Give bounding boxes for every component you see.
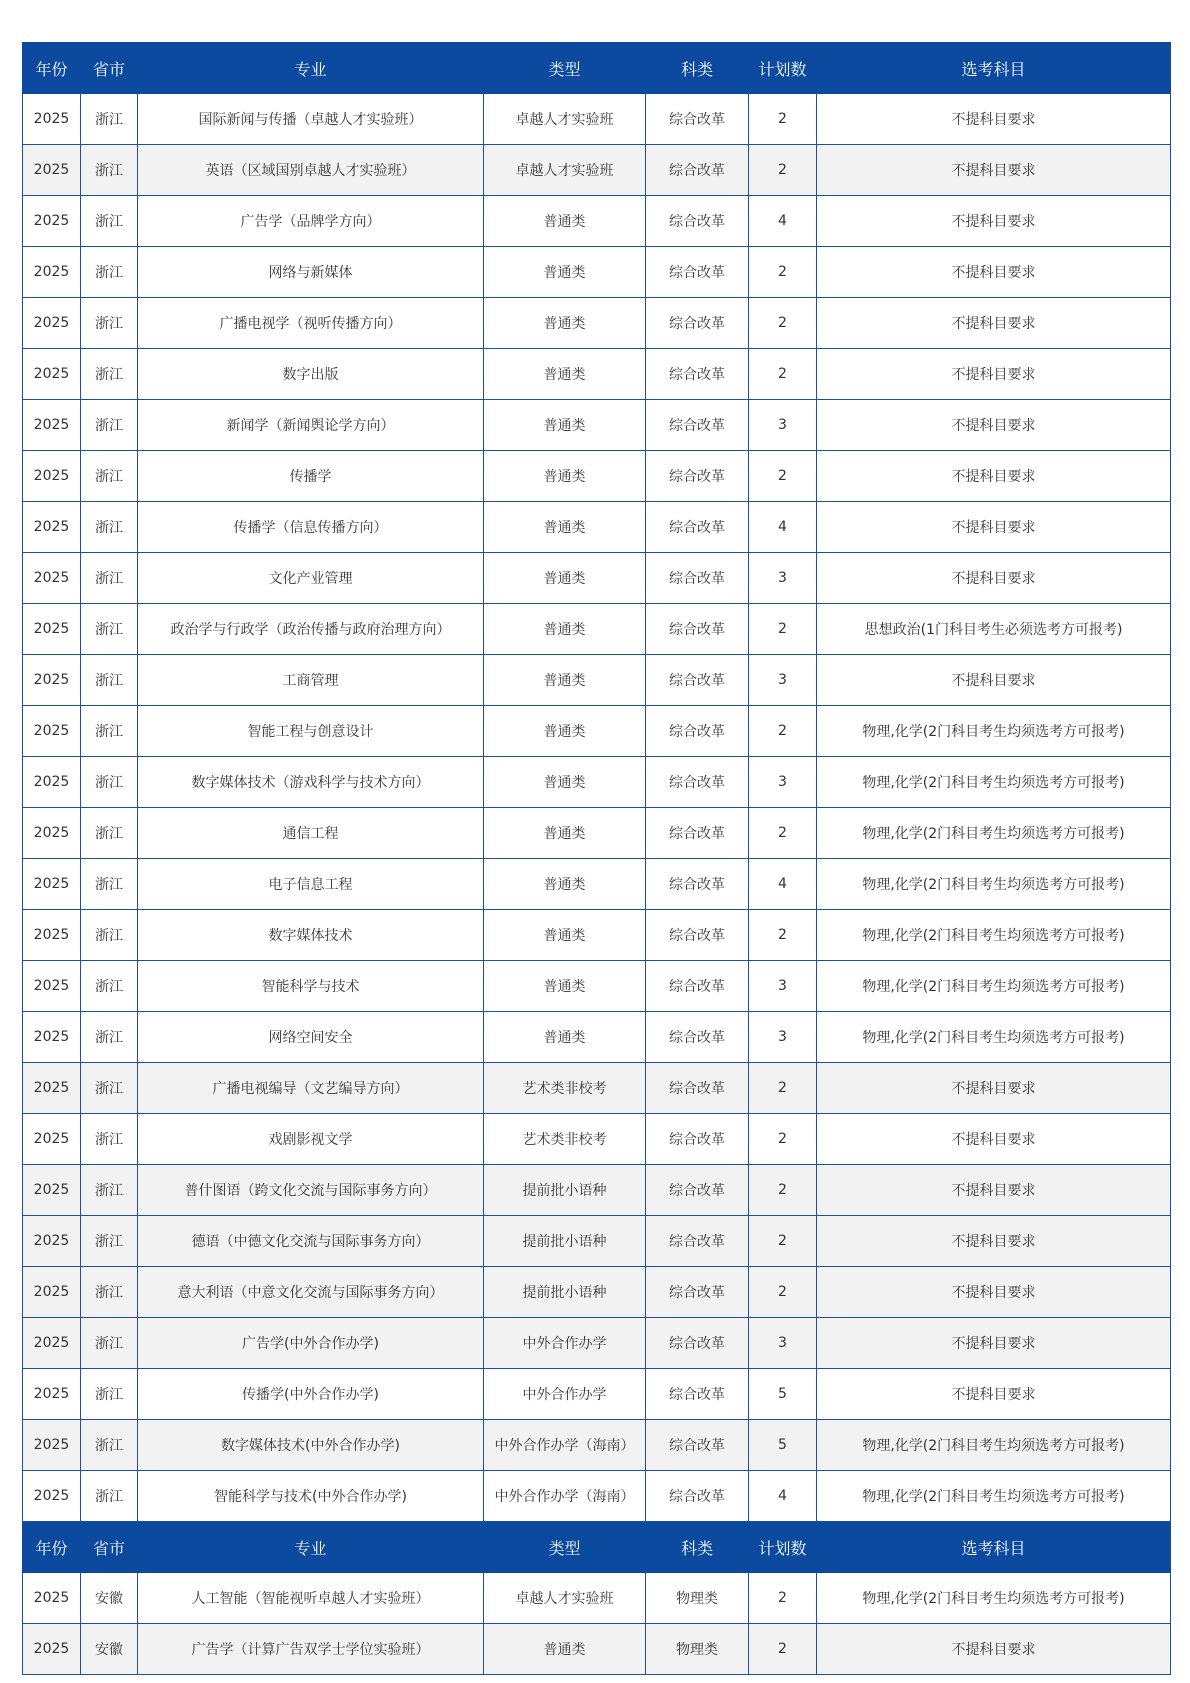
- cell-year: 2025: [23, 196, 81, 247]
- cell-year: 2025: [23, 145, 81, 196]
- cell-category: 综合改革: [646, 1165, 749, 1216]
- column-header-category: 科类: [646, 1522, 749, 1573]
- cell-year: 2025: [23, 451, 81, 502]
- table-row: [23, 1114, 1171, 1165]
- table-row: [23, 961, 1171, 1012]
- cell-type: 普通类: [484, 757, 646, 808]
- cell-subject-requirement: 物理,化学(2门科目考生均须选考方可报考): [817, 859, 1171, 910]
- cell-plan-count: 3: [749, 400, 817, 451]
- cell-year: 2025: [23, 910, 81, 961]
- cell-province: 浙江: [81, 400, 138, 451]
- cell-plan-count: 2: [749, 1573, 817, 1624]
- cell-plan-count: 4: [749, 196, 817, 247]
- table-row: [23, 349, 1171, 400]
- table-row: [23, 1573, 1171, 1624]
- cell-subject-requirement: 不提科目要求: [817, 400, 1171, 451]
- cell-plan-count: 2: [749, 1063, 817, 1114]
- column-header-type: 类型: [484, 43, 646, 94]
- column-header-major: 专业: [138, 1522, 484, 1573]
- cell-category: 综合改革: [646, 1471, 749, 1522]
- cell-category: 综合改革: [646, 1012, 749, 1063]
- cell-plan-count: 3: [749, 553, 817, 604]
- cell-province: 浙江: [81, 655, 138, 706]
- cell-category: 综合改革: [646, 247, 749, 298]
- cell-year: 2025: [23, 1063, 81, 1114]
- cell-type: 普通类: [484, 298, 646, 349]
- cell-major: 政治学与行政学（政治传播与政府治理方向）: [138, 604, 484, 655]
- cell-province: 浙江: [81, 196, 138, 247]
- column-header-category: 科类: [646, 43, 749, 94]
- cell-subject-requirement: 不提科目要求: [817, 196, 1171, 247]
- cell-year: 2025: [23, 94, 81, 145]
- cell-year: 2025: [23, 859, 81, 910]
- cell-major: 网络与新媒体: [138, 247, 484, 298]
- cell-subject-requirement: 不提科目要求: [817, 94, 1171, 145]
- cell-type: 普通类: [484, 604, 646, 655]
- cell-year: 2025: [23, 1624, 81, 1675]
- cell-major: 广告学(中外合作办学): [138, 1318, 484, 1369]
- cell-category: 综合改革: [646, 553, 749, 604]
- cell-category: 综合改革: [646, 859, 749, 910]
- cell-major: 戏剧影视文学: [138, 1114, 484, 1165]
- table-row: [23, 94, 1171, 145]
- table-row: [23, 1318, 1171, 1369]
- cell-type: 普通类: [484, 961, 646, 1012]
- cell-type: 普通类: [484, 349, 646, 400]
- cell-province: 浙江: [81, 1369, 138, 1420]
- cell-year: 2025: [23, 655, 81, 706]
- cell-year: 2025: [23, 1114, 81, 1165]
- enrollment-plan-table: [22, 42, 1171, 1675]
- cell-subject-requirement: 不提科目要求: [817, 145, 1171, 196]
- cell-province: 浙江: [81, 94, 138, 145]
- cell-major: 数字出版: [138, 349, 484, 400]
- cell-type: 艺术类非校考: [484, 1063, 646, 1114]
- cell-plan-count: 3: [749, 757, 817, 808]
- cell-subject-requirement: 不提科目要求: [817, 553, 1171, 604]
- table-row: [23, 604, 1171, 655]
- cell-year: 2025: [23, 298, 81, 349]
- cell-province: 浙江: [81, 1471, 138, 1522]
- cell-type: 普通类: [484, 553, 646, 604]
- cell-category: 综合改革: [646, 1318, 749, 1369]
- table-row: [23, 1012, 1171, 1063]
- cell-type: 艺术类非校考: [484, 1114, 646, 1165]
- cell-province: 浙江: [81, 1267, 138, 1318]
- table-row: [23, 247, 1171, 298]
- cell-type: 卓越人才实验班: [484, 94, 646, 145]
- cell-plan-count: 2: [749, 349, 817, 400]
- cell-plan-count: 3: [749, 655, 817, 706]
- cell-type: 普通类: [484, 910, 646, 961]
- cell-plan-count: 4: [749, 502, 817, 553]
- table-row: [23, 1216, 1171, 1267]
- cell-plan-count: 2: [749, 451, 817, 502]
- cell-year: 2025: [23, 349, 81, 400]
- cell-subject-requirement: 物理,化学(2门科目考生均须选考方可报考): [817, 808, 1171, 859]
- cell-major: 新闻学（新闻舆论学方向）: [138, 400, 484, 451]
- cell-major: 通信工程: [138, 808, 484, 859]
- table-header: [23, 43, 1171, 94]
- cell-category: 综合改革: [646, 502, 749, 553]
- cell-major: 智能科学与技术: [138, 961, 484, 1012]
- column-header-type: 类型: [484, 1522, 646, 1573]
- cell-subject-requirement: 不提科目要求: [817, 1369, 1171, 1420]
- cell-type: 中外合作办学: [484, 1318, 646, 1369]
- cell-province: 浙江: [81, 1165, 138, 1216]
- cell-type: 卓越人才实验班: [484, 145, 646, 196]
- cell-year: 2025: [23, 757, 81, 808]
- cell-year: 2025: [23, 1216, 81, 1267]
- cell-province: 浙江: [81, 1420, 138, 1471]
- cell-subject-requirement: 不提科目要求: [817, 1063, 1171, 1114]
- cell-subject-requirement: 物理,化学(2门科目考生均须选考方可报考): [817, 910, 1171, 961]
- cell-province: 浙江: [81, 1063, 138, 1114]
- cell-major: 英语（区域国别卓越人才实验班）: [138, 145, 484, 196]
- cell-province: 浙江: [81, 247, 138, 298]
- cell-subject-requirement: 不提科目要求: [817, 502, 1171, 553]
- table-row: [23, 757, 1171, 808]
- cell-major: 广告学（计算广告双学士学位实验班）: [138, 1624, 484, 1675]
- cell-category: 综合改革: [646, 961, 749, 1012]
- cell-province: 浙江: [81, 298, 138, 349]
- cell-type: 中外合作办学（海南）: [484, 1471, 646, 1522]
- table-row: [23, 1624, 1171, 1675]
- cell-type: 普通类: [484, 1012, 646, 1063]
- cell-plan-count: 3: [749, 1318, 817, 1369]
- cell-category: 综合改革: [646, 1267, 749, 1318]
- cell-subject-requirement: 物理,化学(2门科目考生均须选考方可报考): [817, 757, 1171, 808]
- cell-category: 综合改革: [646, 1369, 749, 1420]
- column-header-province: 省市: [81, 1522, 138, 1573]
- cell-major: 广播电视编导（文艺编导方向）: [138, 1063, 484, 1114]
- cell-subject-requirement: 不提科目要求: [817, 1318, 1171, 1369]
- cell-major: 智能科学与技术(中外合作办学): [138, 1471, 484, 1522]
- cell-province: 浙江: [81, 1114, 138, 1165]
- cell-subject-requirement: 不提科目要求: [817, 247, 1171, 298]
- cell-province: 浙江: [81, 706, 138, 757]
- cell-plan-count: 2: [749, 247, 817, 298]
- table-row: [23, 808, 1171, 859]
- cell-major: 人工智能（智能视听卓越人才实验班）: [138, 1573, 484, 1624]
- cell-type: 中外合作办学: [484, 1369, 646, 1420]
- cell-year: 2025: [23, 604, 81, 655]
- table-row: [23, 502, 1171, 553]
- table-row: [23, 859, 1171, 910]
- cell-province: 浙江: [81, 349, 138, 400]
- cell-major: 传播学（信息传播方向）: [138, 502, 484, 553]
- cell-type: 普通类: [484, 655, 646, 706]
- cell-category: 综合改革: [646, 910, 749, 961]
- cell-category: 综合改革: [646, 94, 749, 145]
- cell-type: 普通类: [484, 451, 646, 502]
- cell-major: 传播学(中外合作办学): [138, 1369, 484, 1420]
- cell-major: 广告学（品牌学方向）: [138, 196, 484, 247]
- table-row: [23, 655, 1171, 706]
- column-header-plan-count: 计划数: [749, 1522, 817, 1573]
- table-row: [23, 910, 1171, 961]
- cell-major: 数字媒体技术(中外合作办学): [138, 1420, 484, 1471]
- cell-major: 德语（中德文化交流与国际事务方向）: [138, 1216, 484, 1267]
- cell-year: 2025: [23, 1267, 81, 1318]
- cell-type: 提前批小语种: [484, 1216, 646, 1267]
- cell-type: 卓越人才实验班: [484, 1573, 646, 1624]
- cell-type: 普通类: [484, 1624, 646, 1675]
- cell-year: 2025: [23, 247, 81, 298]
- cell-category: 综合改革: [646, 1216, 749, 1267]
- cell-major: 电子信息工程: [138, 859, 484, 910]
- cell-province: 安徽: [81, 1573, 138, 1624]
- cell-province: 浙江: [81, 1318, 138, 1369]
- cell-major: 国际新闻与传播（卓越人才实验班）: [138, 94, 484, 145]
- table-row: [23, 1267, 1171, 1318]
- cell-subject-requirement: 不提科目要求: [817, 1624, 1171, 1675]
- table-header-repeat: [23, 1522, 1171, 1573]
- cell-category: 综合改革: [646, 196, 749, 247]
- cell-year: 2025: [23, 400, 81, 451]
- cell-year: 2025: [23, 961, 81, 1012]
- cell-major: 工商管理: [138, 655, 484, 706]
- cell-major: 文化产业管理: [138, 553, 484, 604]
- cell-type: 普通类: [484, 808, 646, 859]
- cell-province: 浙江: [81, 808, 138, 859]
- table-row: [23, 553, 1171, 604]
- cell-category: 综合改革: [646, 298, 749, 349]
- cell-category: 物理类: [646, 1624, 749, 1675]
- cell-province: 浙江: [81, 502, 138, 553]
- cell-plan-count: 2: [749, 1624, 817, 1675]
- column-header-year: 年份: [23, 43, 81, 94]
- table-row: [23, 196, 1171, 247]
- cell-subject-requirement: 不提科目要求: [817, 298, 1171, 349]
- cell-major: 普什图语（跨文化交流与国际事务方向）: [138, 1165, 484, 1216]
- column-header-plan-count: 计划数: [749, 43, 817, 94]
- cell-major: 数字媒体技术: [138, 910, 484, 961]
- cell-province: 浙江: [81, 859, 138, 910]
- cell-major: 数字媒体技术（游戏科学与技术方向）: [138, 757, 484, 808]
- cell-category: 综合改革: [646, 604, 749, 655]
- cell-subject-requirement: 物理,化学(2门科目考生均须选考方可报考): [817, 706, 1171, 757]
- table-row: [23, 1063, 1171, 1114]
- cell-type: 普通类: [484, 502, 646, 553]
- cell-type: 中外合作办学（海南）: [484, 1420, 646, 1471]
- cell-plan-count: 2: [749, 706, 817, 757]
- cell-category: 综合改革: [646, 1114, 749, 1165]
- cell-major: 意大利语（中意文化交流与国际事务方向）: [138, 1267, 484, 1318]
- table-row: [23, 706, 1171, 757]
- cell-category: 综合改革: [646, 1420, 749, 1471]
- cell-subject-requirement: 物理,化学(2门科目考生均须选考方可报考): [817, 961, 1171, 1012]
- cell-major: 网络空间安全: [138, 1012, 484, 1063]
- cell-province: 浙江: [81, 910, 138, 961]
- column-header-subject-requirement: 选考科目: [817, 1522, 1171, 1573]
- cell-type: 普通类: [484, 706, 646, 757]
- cell-year: 2025: [23, 1471, 81, 1522]
- cell-plan-count: 3: [749, 961, 817, 1012]
- table-row: [23, 451, 1171, 502]
- cell-plan-count: 2: [749, 808, 817, 859]
- cell-plan-count: 5: [749, 1420, 817, 1471]
- cell-type: 普通类: [484, 196, 646, 247]
- cell-plan-count: 5: [749, 1369, 817, 1420]
- cell-year: 2025: [23, 808, 81, 859]
- cell-category: 综合改革: [646, 145, 749, 196]
- cell-plan-count: 2: [749, 1114, 817, 1165]
- cell-category: 综合改革: [646, 451, 749, 502]
- table-row: [23, 298, 1171, 349]
- cell-year: 2025: [23, 553, 81, 604]
- cell-type: 普通类: [484, 247, 646, 298]
- cell-province: 浙江: [81, 1216, 138, 1267]
- cell-province: 浙江: [81, 604, 138, 655]
- cell-year: 2025: [23, 1165, 81, 1216]
- table-row: [23, 1369, 1171, 1420]
- cell-major: 传播学: [138, 451, 484, 502]
- table-row: [23, 145, 1171, 196]
- cell-province: 安徽: [81, 1624, 138, 1675]
- column-header-major: 专业: [138, 43, 484, 94]
- cell-plan-count: 2: [749, 145, 817, 196]
- table-row: [23, 1420, 1171, 1471]
- cell-subject-requirement: 不提科目要求: [817, 655, 1171, 706]
- cell-subject-requirement: 不提科目要求: [817, 349, 1171, 400]
- cell-category: 综合改革: [646, 400, 749, 451]
- column-header-province: 省市: [81, 43, 138, 94]
- cell-category: 物理类: [646, 1573, 749, 1624]
- cell-plan-count: 2: [749, 1165, 817, 1216]
- table-row: [23, 1471, 1171, 1522]
- cell-type: 普通类: [484, 859, 646, 910]
- cell-plan-count: 2: [749, 604, 817, 655]
- cell-province: 浙江: [81, 145, 138, 196]
- cell-category: 综合改革: [646, 1063, 749, 1114]
- column-header-subject-requirement: 选考科目: [817, 43, 1171, 94]
- cell-year: 2025: [23, 1420, 81, 1471]
- cell-province: 浙江: [81, 961, 138, 1012]
- cell-plan-count: 4: [749, 1471, 817, 1522]
- cell-category: 综合改革: [646, 349, 749, 400]
- cell-plan-count: 4: [749, 859, 817, 910]
- cell-plan-count: 2: [749, 910, 817, 961]
- cell-major: 智能工程与创意设计: [138, 706, 484, 757]
- cell-subject-requirement: 物理,化学(2门科目考生均须选考方可报考): [817, 1420, 1171, 1471]
- cell-plan-count: 2: [749, 94, 817, 145]
- table-row: [23, 400, 1171, 451]
- cell-year: 2025: [23, 1573, 81, 1624]
- cell-plan-count: 2: [749, 1216, 817, 1267]
- cell-plan-count: 3: [749, 1012, 817, 1063]
- cell-year: 2025: [23, 1318, 81, 1369]
- cell-plan-count: 2: [749, 298, 817, 349]
- cell-subject-requirement: 物理,化学(2门科目考生均须选考方可报考): [817, 1471, 1171, 1522]
- cell-category: 综合改革: [646, 808, 749, 859]
- cell-subject-requirement: 物理,化学(2门科目考生均须选考方可报考): [817, 1012, 1171, 1063]
- cell-subject-requirement: 不提科目要求: [817, 451, 1171, 502]
- cell-subject-requirement: 不提科目要求: [817, 1267, 1171, 1318]
- column-header-year: 年份: [23, 1522, 81, 1573]
- cell-year: 2025: [23, 706, 81, 757]
- cell-province: 浙江: [81, 1012, 138, 1063]
- table-row: [23, 1165, 1171, 1216]
- cell-province: 浙江: [81, 553, 138, 604]
- cell-subject-requirement: 思想政治(1门科目考生必须选考方可报考): [817, 604, 1171, 655]
- cell-plan-count: 2: [749, 1267, 817, 1318]
- cell-subject-requirement: 不提科目要求: [817, 1114, 1171, 1165]
- cell-type: 普通类: [484, 400, 646, 451]
- cell-category: 综合改革: [646, 655, 749, 706]
- cell-major: 广播电视学（视听传播方向）: [138, 298, 484, 349]
- cell-subject-requirement: 不提科目要求: [817, 1216, 1171, 1267]
- cell-year: 2025: [23, 502, 81, 553]
- cell-year: 2025: [23, 1369, 81, 1420]
- cell-type: 提前批小语种: [484, 1165, 646, 1216]
- cell-category: 综合改革: [646, 757, 749, 808]
- cell-province: 浙江: [81, 757, 138, 808]
- cell-province: 浙江: [81, 451, 138, 502]
- cell-type: 提前批小语种: [484, 1267, 646, 1318]
- cell-subject-requirement: 物理,化学(2门科目考生均须选考方可报考): [817, 1573, 1171, 1624]
- cell-category: 综合改革: [646, 706, 749, 757]
- cell-subject-requirement: 不提科目要求: [817, 1165, 1171, 1216]
- cell-year: 2025: [23, 1012, 81, 1063]
